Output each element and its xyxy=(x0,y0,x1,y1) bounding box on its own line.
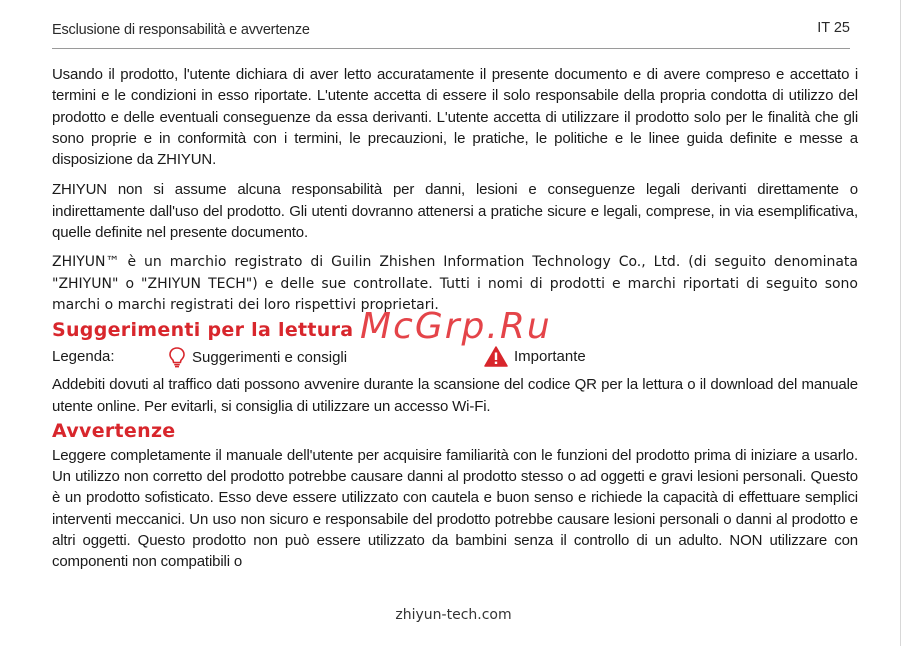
page-edge xyxy=(900,0,907,646)
watermark: McGrp.Ru xyxy=(360,306,552,347)
paragraph-liability: ZHIYUN non si assume alcuna responsabilità per danni, lesioni e conseguenze legali derivanti direttamente o indirettamente dall'uso del prodotto. Gli utenti dovranno attenersi a pratiche sicure e legali, comprese, in via esemplificativa, quelle definite nel presente documento. xyxy=(52,181,858,242)
paragraph-data-charges: Addebiti dovuti al traffico dati possono avvenire durante la scansione del codice QR per la lettura o il download del manuale utente online. Per evitarli, si consiglia di utilizzare un accesso Wi-Fi. xyxy=(52,376,858,415)
page-header xyxy=(52,18,850,49)
header-title: Esclusione di responsabilità e avvertenze xyxy=(52,22,310,38)
footer-url: zhiyun-tech.com xyxy=(395,607,512,623)
legend-tip-text: Suggerimenti e consigli xyxy=(192,348,348,366)
legend-tip xyxy=(168,346,347,368)
paragraph-warnings: Leggere completamente il manuale dell'utente per acquisire familiarità con le funzioni del prodotto prima di iniziare a usarlo. Un utilizzo non corretto del prodotto potrebbe causare danni al prodotto stesso o ad oggetti e gravi lesioni personali. Questo è un prodotto sofisticato. Esso deve essere utilizzato con cautela e buon senso e richiede la capacità di effettuare semplici interventi meccanici. Un uso non sicuro e responsabile del prodotto potrebbe causare lesioni personali o danni al prodotto e altri oggetti. Questo prodotto non può essere utilizzato da bambini senza il controllo di un adulto. NON utilizzare con componenti non compatibili o xyxy=(52,446,858,571)
page-number: IT 25 xyxy=(817,20,850,36)
legend-label: Legenda: xyxy=(52,348,115,366)
warning-icon xyxy=(484,346,508,367)
lightbulb-icon xyxy=(168,346,186,368)
legend-important-text: Importante xyxy=(514,348,586,366)
warnings-heading: Avvertenze xyxy=(52,419,176,442)
paragraph-trademark: ZHIYUN™ è un marchio registrato di Guilin Zhishen Information Technology Co., Ltd. (di seguito denominata "ZHIYUN" o "ZHIYUN TECH") e delle sue controllate. Tutti i nomi di prodotti e marchi riportati di seguito sono marchi o marchi registrati dei loro rispettivi proprietari. xyxy=(52,254,858,313)
legend-important xyxy=(484,346,586,367)
reading-tips-heading: Suggerimenti per la lettura xyxy=(52,319,354,342)
legend xyxy=(52,344,858,374)
paragraph-usage: Usando il prodotto, l'utente dichiara di aver letto accuratamente il presente documento e di avere compreso e accettato i termini e le condizioni in esso riportate. L'utente accetta di essere il solo responsabile della propria condotta di utilizzo del prodotto e delle eventuali conseguenze da essa derivanti. L'utente accetta di utilizzare il prodotto solo per le finalità che gli sono proprie e in conformità con i termini, le precauzioni, le pratiche, le politiche e le linee guida definite e messe a disposizione da ZHIYUN. xyxy=(52,66,858,169)
